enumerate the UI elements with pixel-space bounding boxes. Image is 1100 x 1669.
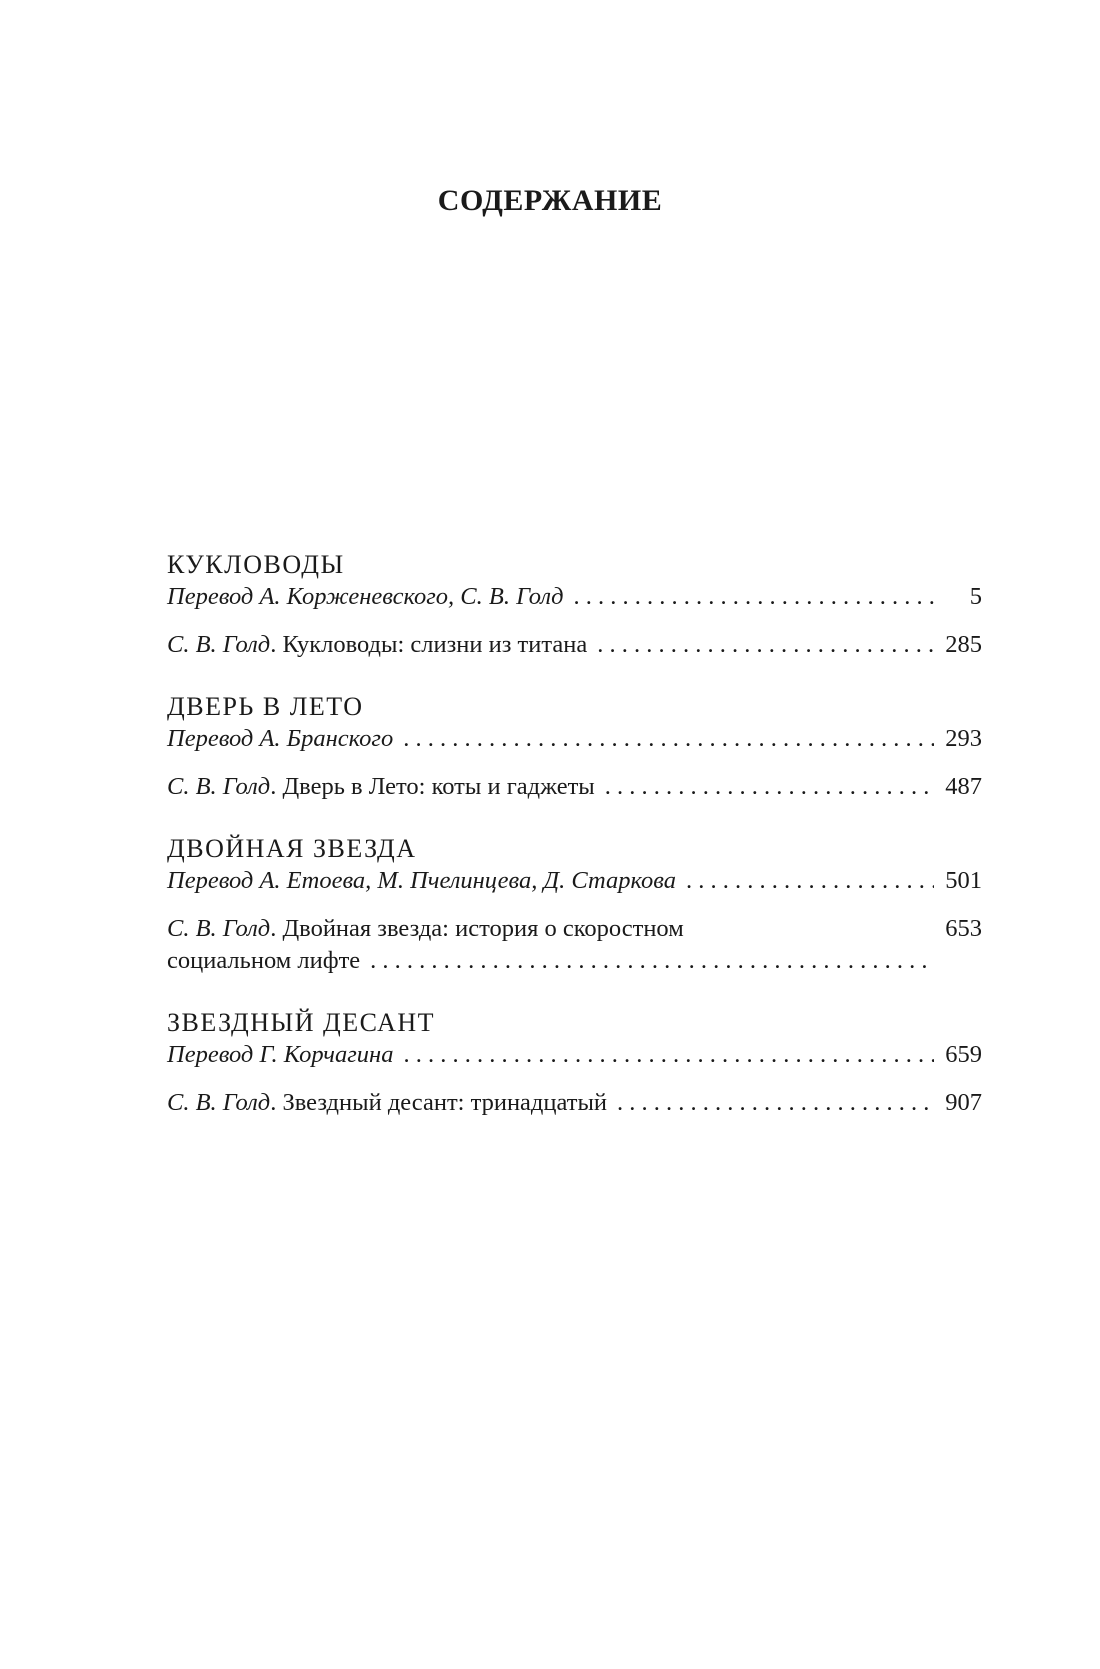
table-of-contents <box>167 549 982 1149</box>
dot-leader <box>403 723 934 755</box>
page-title: СОДЕРЖАНИЕ <box>437 184 663 217</box>
entry-label: . Кукловоды: слизни из титана <box>270 631 588 658</box>
toc-entry-essay[interactable] <box>167 629 982 661</box>
entry-author: С. В. Голд <box>167 915 271 942</box>
toc-section <box>167 549 982 661</box>
dot-leader <box>597 629 934 661</box>
entry-author: С. В. Голд <box>167 773 271 800</box>
toc-section <box>167 1007 982 1119</box>
entry-label: . Звездный десант: тринадцатый <box>270 1089 608 1116</box>
page-number: 653 <box>945 915 982 942</box>
toc-section <box>167 691 982 803</box>
dot-leader <box>573 581 934 613</box>
dot-leader <box>403 1039 934 1071</box>
section-title: КУКЛОВОДЫ <box>167 550 345 579</box>
page-number: 293 <box>945 725 982 752</box>
toc-entry-essay[interactable] <box>167 771 982 803</box>
entry-label-continuation: социальном лифте <box>167 947 361 974</box>
entry-author: С. В. Голд <box>167 631 271 658</box>
section-title: ДВЕРЬ В ЛЕТО <box>167 692 364 721</box>
entry-label: . Дверь в Лето: коты и гаджеты <box>270 773 595 800</box>
dot-leader <box>617 1087 934 1119</box>
page-number: 501 <box>945 867 982 894</box>
page-number: 659 <box>945 1041 982 1068</box>
entry-label: Перевод Г. Корчагина <box>167 1041 394 1068</box>
toc-entry-essay[interactable] <box>167 913 982 977</box>
dot-leader <box>370 945 934 977</box>
toc-section <box>167 833 982 977</box>
entry-label: . Двойная звезда: история о скоростном <box>270 915 684 942</box>
toc-entry-translation[interactable] <box>167 581 982 613</box>
entry-label: Перевод А. Етоева, М. Пчелинцева, Д. Старкова <box>167 867 677 894</box>
entry-label: Перевод А. Бранского <box>167 725 394 752</box>
page-number: 285 <box>945 631 982 658</box>
toc-entry-essay[interactable] <box>167 1087 982 1119</box>
dot-leader <box>686 865 934 897</box>
page-number: 5 <box>969 583 982 610</box>
entry-author: С. В. Голд <box>167 1089 271 1116</box>
page-number: 907 <box>945 1089 982 1116</box>
toc-entry-translation[interactable] <box>167 865 982 897</box>
dot-leader <box>605 771 934 803</box>
section-title: ДВОЙНАЯ ЗВЕЗДА <box>167 834 417 863</box>
section-title: ЗВЕЗДНЫЙ ДЕСАНТ <box>167 1008 436 1037</box>
entry-label: Перевод А. Корженевского, С. В. Голд <box>167 583 564 610</box>
toc-entry-translation[interactable] <box>167 1039 982 1071</box>
toc-entry-translation[interactable] <box>167 723 982 755</box>
page-number: 487 <box>945 773 982 800</box>
